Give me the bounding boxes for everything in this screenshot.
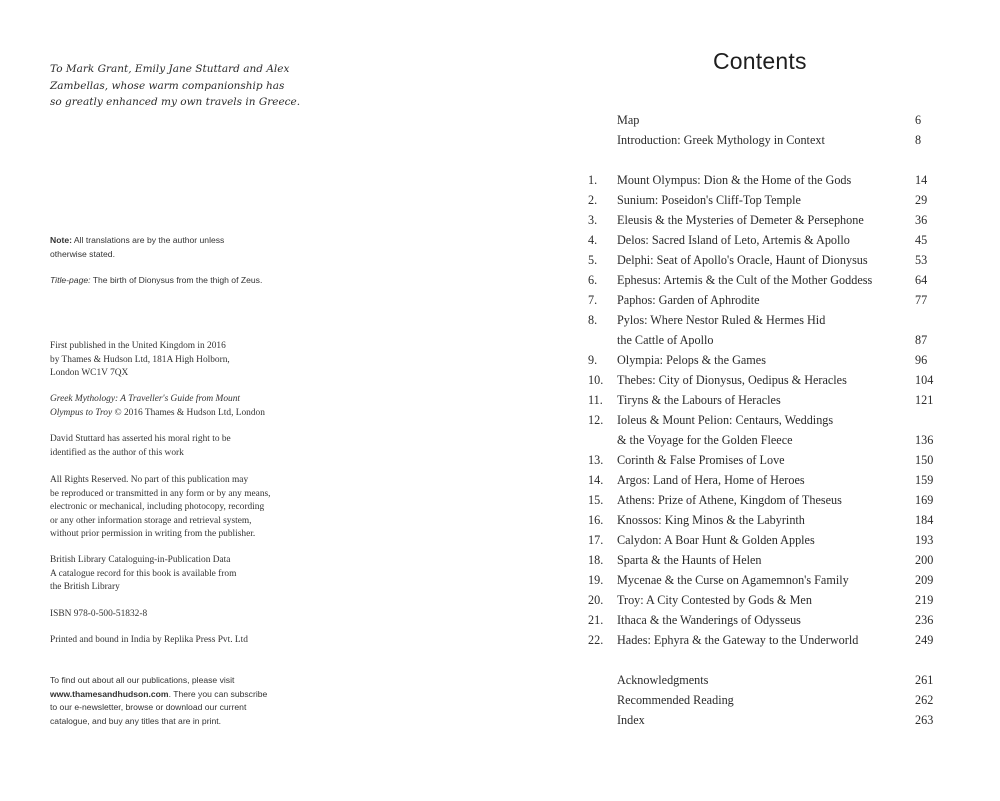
toc-entry-title: Ephesus: Artemis & the Cult of the Mother Goddess (617, 273, 873, 287)
toc-chapter-number: 11. (588, 393, 603, 407)
toc-chapter-number: 22. (588, 633, 604, 647)
toc-entry-title: Mycenae & the Curse on Agamemnon's Family (617, 573, 849, 587)
toc-entry-title: Delos: Sacred Island of Leto, Artemis & Apollo (617, 233, 850, 247)
publisher-line: to our e-newsletter, browse or download our current (50, 702, 247, 712)
toc-page-number: 159 (915, 473, 934, 487)
toc-chapter-number: 14. (588, 473, 604, 487)
toc-entry-title: Eleusis & the Mysteries of Demeter & Persephone (617, 213, 864, 227)
toc-entry-title: Corinth & False Promises of Love (617, 453, 785, 467)
cip-line: A catalogue record for this book is available from (50, 568, 237, 579)
toc-page-number: 104 (915, 373, 934, 387)
toc-chapter-number: 12. (588, 413, 604, 427)
toc-entry-title: Delphi: Seat of Apollo's Oracle, Haunt of Dionysus (617, 253, 868, 267)
toc-entry[interactable] (500, 630, 1000, 650)
toc-chapter-number: 19. (588, 573, 604, 587)
toc-page-number: 64 (915, 273, 928, 287)
toc-chapter-number: 9. (588, 353, 598, 367)
rights-line: electronic or mechanical, including photocopy, recording (50, 502, 265, 513)
toc-page-number: 136 (915, 433, 934, 447)
toc-page-number: 193 (915, 533, 934, 547)
first-published (50, 340, 230, 381)
toc-entry[interactable] (500, 690, 1000, 710)
toc-page-number: 209 (915, 573, 934, 587)
toc-page-number: 77 (915, 293, 928, 307)
toc-chapter-number: 18. (588, 553, 604, 567)
toc-entry-title: Calydon: A Boar Hunt & Golden Apples (617, 533, 815, 547)
toc-page-number: 36 (915, 213, 928, 227)
cip-data (50, 554, 236, 595)
toc-entry[interactable] (500, 390, 1000, 410)
toc-entry-title: Sunium: Poseidon's Cliff-Top Temple (617, 193, 801, 207)
toc-entry-title: Knossos: King Minos & the Labyrinth (617, 513, 805, 527)
toc-entry[interactable] (500, 490, 1000, 510)
imprint-line: London WC1V 7QX (50, 368, 129, 379)
isbn-line: ISBN 978-0-500-51832-8 (50, 609, 148, 619)
toc-entry-title: Mount Olympus: Dion & the Home of the Gods (617, 173, 852, 187)
toc-entry-title: Acknowledgments (617, 673, 709, 687)
copyright-text: © 2016 Thames & Hudson Ltd, London (112, 407, 265, 418)
note-line (50, 234, 224, 248)
toc-chapter-number: 5. (588, 253, 598, 267)
toc-page-number: 121 (915, 393, 934, 407)
toc-page-number: 96 (915, 353, 928, 367)
dedication-line: so greatly enhanced my own travels in Greece. (50, 96, 301, 108)
publisher-line: To find out about all our publications, please visit (50, 675, 235, 685)
toc-entry-title: Argos: Land of Hera, Home of Heroes (617, 473, 805, 487)
toc-entry[interactable] (500, 170, 1000, 190)
moral-right-line: David Stuttard has asserted his moral right to be (50, 434, 231, 444)
toc-entry[interactable] (500, 530, 1000, 550)
toc-entry-title: Athens: Prize of Athene, Kingdom of Theseus (617, 493, 842, 507)
toc-entry-title: Recommended Reading (617, 693, 734, 707)
toc-entry-title: Map (617, 113, 640, 127)
publisher-text: . There you can subscribe (168, 688, 268, 699)
toc-chapter-number: 6. (588, 273, 598, 287)
toc-chapter-number: 8. (588, 313, 598, 327)
note-line: otherwise stated. (50, 248, 115, 259)
toc-entry[interactable] (500, 250, 1000, 270)
moral-right-line: identified as the author of this work (50, 447, 184, 458)
toc-chapter-number: 16. (588, 513, 604, 527)
toc-chapter-number: 15. (588, 493, 604, 507)
toc-entry[interactable] (500, 550, 1000, 570)
dedication-line: To Mark Grant, Emily Jane Stuttard and Alex (50, 63, 290, 75)
toc-page-number: 236 (915, 613, 934, 627)
toc-entry[interactable] (500, 210, 1000, 230)
toc-chapter-number: 10. (588, 373, 604, 387)
toc-chapter-number: 4. (588, 233, 598, 247)
toc-entry-title: Introduction: Greek Mythology in Context (617, 133, 825, 147)
toc-entry-title: Paphos: Garden of Aphrodite (617, 293, 760, 307)
toc-chapter-number: 13. (588, 453, 604, 467)
toc-page-number: 219 (915, 593, 934, 607)
toc-page-number: 8 (915, 133, 922, 147)
toc-page-number: 45 (915, 233, 928, 247)
toc-entry-title: Ithaca & the Wanderings of Odysseus (617, 613, 801, 627)
toc-page-number: 29 (915, 193, 928, 207)
toc-entry-title: Index (617, 713, 645, 727)
toc-entry[interactable] (500, 710, 1000, 730)
book-title: Greek Mythology: A Traveller's Guide from Mount (50, 394, 240, 404)
toc-page-number: 184 (915, 513, 934, 527)
translation-note (50, 234, 224, 261)
rights-line: be reproduced or transmitted in any form or by any means, (50, 488, 271, 499)
toc-page-number: 53 (915, 253, 928, 267)
dedication (50, 61, 320, 111)
rights-reserved (50, 474, 271, 542)
copyright-line (50, 407, 265, 421)
toc-page-number: 87 (915, 333, 928, 347)
toc-entry[interactable] (500, 510, 1000, 530)
toc-entry-title: Tiryns & the Labours of Heracles (617, 393, 781, 407)
toc-page-number: 200 (915, 553, 934, 567)
dedication-line: Zambellas, whose warm companionship has (50, 79, 285, 92)
toc-entry[interactable] (500, 350, 1000, 370)
toc-page-number: 249 (915, 633, 934, 647)
rights-line: or any other information storage and retrieval system, (50, 515, 252, 526)
printed-in (50, 634, 248, 648)
toc-chapter-number: 3. (588, 213, 598, 227)
printed-line: Printed and bound in India by Replika Press Pvt. Ltd (50, 635, 248, 645)
toc-page-number: 169 (915, 493, 934, 507)
title-page-line (50, 274, 262, 288)
rights-line: All Rights Reserved. No part of this publication may (50, 475, 249, 485)
title-page-text: The birth of Dionysus from the thigh of Zeus. (90, 275, 263, 285)
publisher-line: catalogue, and buy any titles that are in print. (50, 715, 222, 726)
toc-entry[interactable] (500, 190, 1000, 210)
toc-entry-title: Troy: A City Contested by Gods & Men (617, 593, 812, 607)
rights-line: without prior permission in writing from the publisher. (50, 529, 256, 540)
title-page-label: Title-page: (50, 275, 91, 285)
toc-entry-title: Ioleus & Mount Pelion: Centaurs, Weddings (617, 413, 834, 427)
toc-entry[interactable] (500, 570, 1000, 590)
cip-line: the British Library (50, 582, 120, 593)
toc-entry[interactable] (500, 130, 1000, 150)
toc-entry[interactable] (500, 610, 1000, 630)
book-title-cont: Olympus to Troy (50, 407, 113, 418)
toc-entry-title: Sparta & the Haunts of Helen (617, 553, 762, 567)
toc-entry[interactable] (500, 370, 1000, 390)
toc-entry[interactable] (500, 410, 1000, 430)
toc-entry-title-continued: the Cattle of Apollo (617, 333, 714, 347)
note-text: All translations are by the author unless (71, 235, 225, 245)
toc-chapter-number: 20. (588, 593, 604, 607)
contents-title: Contents (713, 48, 807, 74)
toc-entry[interactable] (500, 310, 1000, 330)
website-link[interactable]: www.thamesandhudson.com (50, 688, 169, 699)
toc-page-number: 150 (915, 453, 934, 467)
toc-chapter-number: 17. (588, 533, 604, 547)
toc-entry[interactable] (500, 290, 1000, 310)
toc-entry[interactable] (500, 590, 1000, 610)
toc-entry[interactable] (500, 470, 1000, 490)
toc-page-number: 261 (915, 673, 934, 687)
toc-entry-title: Thebes: City of Dionysus, Oedipus & Heracles (617, 373, 847, 387)
copyright-notice (50, 393, 265, 420)
toc-entry[interactable] (500, 450, 1000, 470)
imprint-line: by Thames & Hudson Ltd, 181A High Holborn, (50, 354, 230, 365)
toc-page-number: 14 (915, 173, 928, 187)
toc-entry-title-continued: & the Voyage for the Golden Fleece (617, 433, 793, 447)
toc-chapter-number: 21. (588, 613, 604, 627)
toc-page-number: 6 (915, 113, 922, 127)
book-title-line (50, 393, 265, 407)
toc-chapter-number: 1. (588, 173, 598, 187)
toc-entry[interactable] (500, 430, 1000, 450)
isbn (50, 608, 147, 622)
toc-entry[interactable] (500, 110, 1000, 130)
moral-right (50, 433, 231, 460)
imprint-line: First published in the United Kingdom in 2016 (50, 341, 226, 351)
toc-entry[interactable] (500, 670, 1000, 690)
toc-chapter-number: 7. (588, 293, 598, 307)
publisher-info (50, 674, 267, 728)
toc-page-number: 263 (915, 713, 934, 727)
publisher-line (50, 688, 267, 702)
toc-entry[interactable] (500, 330, 1000, 350)
toc-entry-title: Olympia: Pelops & the Games (617, 353, 766, 367)
toc-entry-title: Pylos: Where Nestor Ruled & Hermes Hid (617, 313, 826, 327)
toc-page-number: 262 (915, 693, 934, 707)
toc-entry-title: Hades: Ephyra & the Gateway to the Underworld (617, 633, 859, 647)
cip-line: British Library Cataloguing-in-Publication Data (50, 555, 231, 565)
note-label: Note: (50, 235, 72, 245)
toc-chapter-number: 2. (588, 193, 598, 207)
right-page (500, 0, 1000, 801)
toc-entry[interactable] (500, 230, 1000, 250)
toc-entry[interactable] (500, 270, 1000, 290)
title-page-caption (50, 274, 262, 288)
